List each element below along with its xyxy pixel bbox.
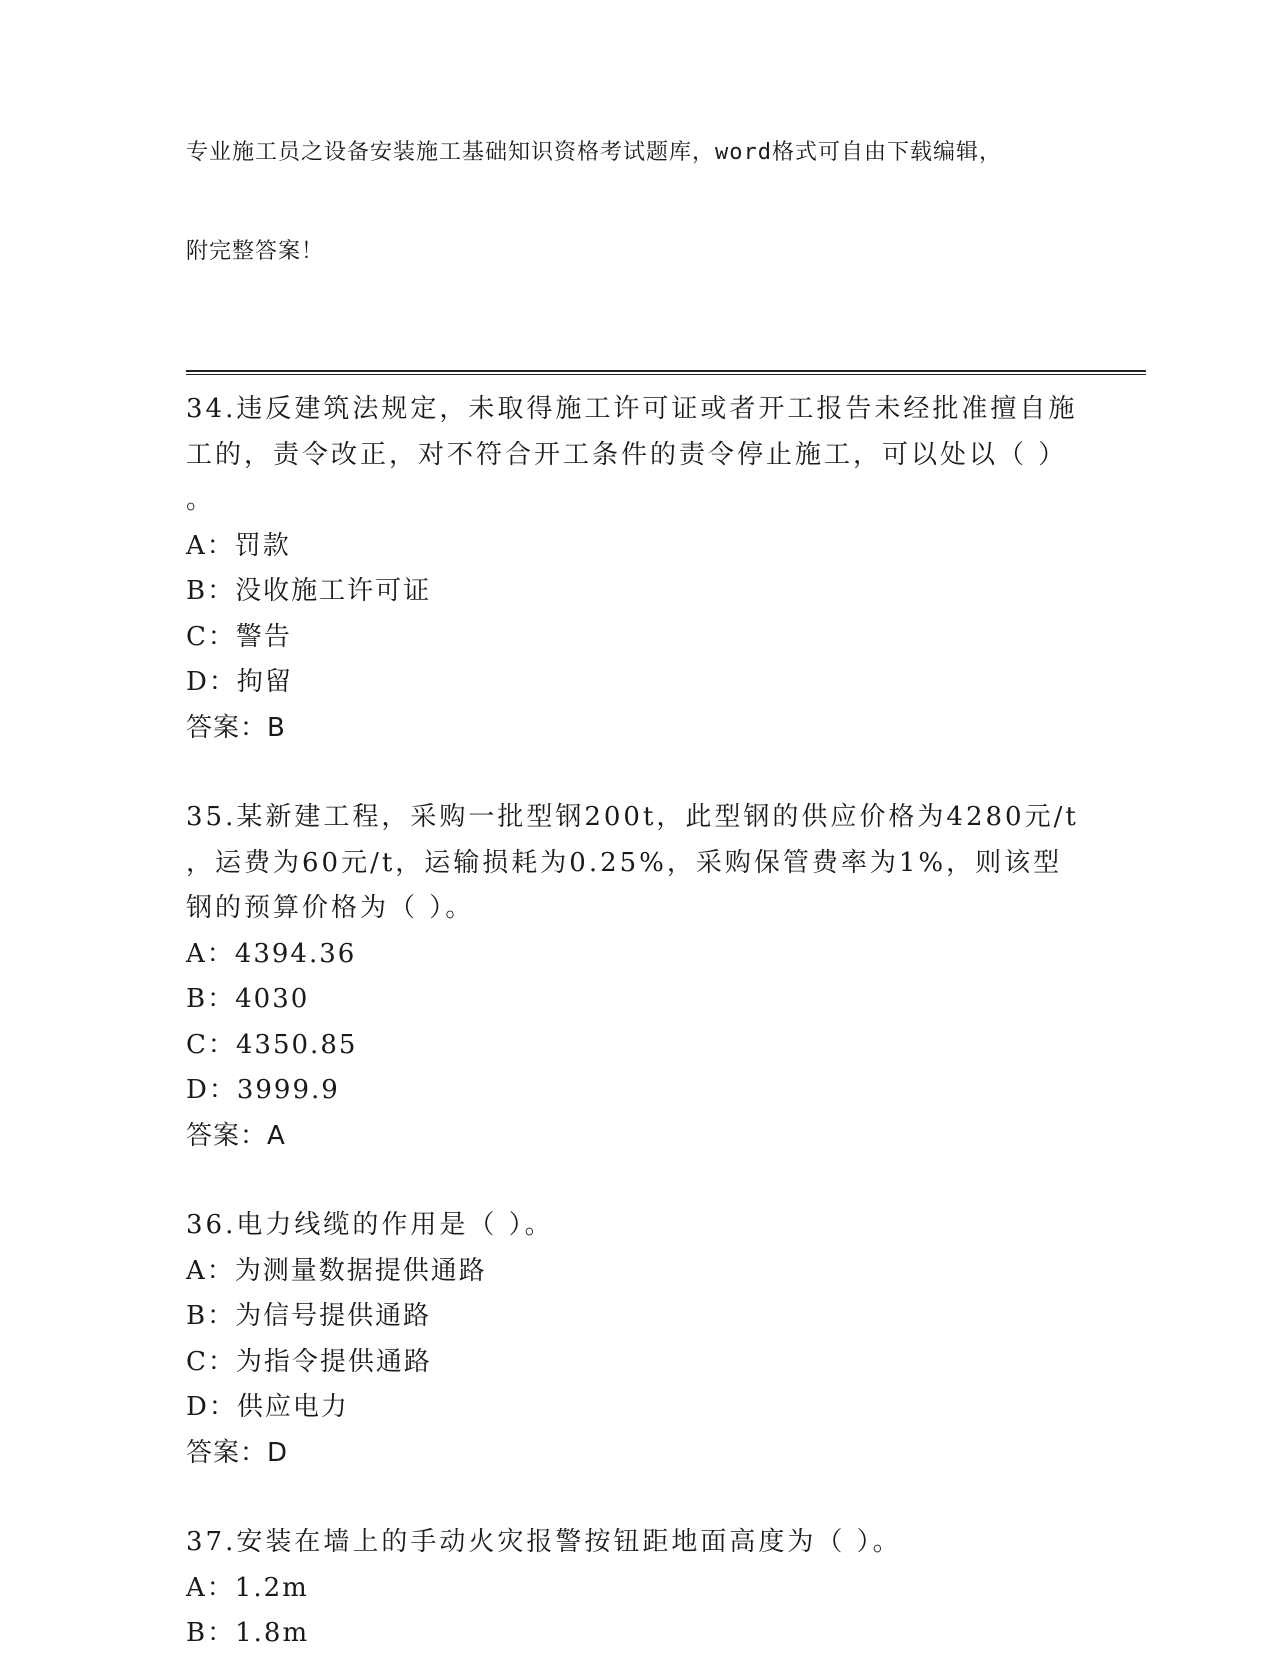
option-c: C：为指令提供通路 xyxy=(186,1346,432,1377)
header-line-1: 专业施工员之设备安装施工基础知识资格考试题库，word格式可自由下载编辑， xyxy=(186,140,1002,165)
document-header xyxy=(186,70,1146,334)
option-a: A：罚款 xyxy=(186,530,291,561)
answer-line: 答案：B xyxy=(186,712,286,743)
question-36 xyxy=(186,1203,1146,1476)
option-b: B：为信号提供通路 xyxy=(186,1301,432,1331)
option-c: C：警告 xyxy=(186,621,292,652)
question-37 xyxy=(186,1520,1146,1657)
option-b: B：没收施工许可证 xyxy=(186,576,432,606)
option-a: A：1.2m xyxy=(186,1572,309,1603)
header-divider xyxy=(186,370,1146,375)
question-34 xyxy=(186,387,1146,751)
question-stem-line: 钢的预算价格为（ ）。 xyxy=(186,893,475,923)
option-d: D：拘留 xyxy=(186,667,293,697)
question-35 xyxy=(186,795,1146,1159)
option-b: B：4030 xyxy=(186,984,310,1014)
question-stem-line: 35.某新建工程，采购一批型钢200t，此型钢的供应价格为4280元/t xyxy=(186,802,1079,832)
option-d: D：3999.9 xyxy=(186,1075,340,1105)
question-stem-line: 37.安装在墙上的手动火灾报警按钮距地面高度为（ ）。 xyxy=(186,1527,902,1557)
option-a: A：4394.36 xyxy=(186,938,357,969)
document-page xyxy=(186,70,1146,1657)
question-stem-line: 36.电力线缆的作用是（ ）。 xyxy=(186,1210,554,1240)
option-b: B：1.8m xyxy=(186,1618,310,1648)
header-line-2: 附完整答案！ xyxy=(186,239,325,264)
question-stem-line: 工的，责令改正，对不符合开工条件的责令停止施工，可以处以（ ） xyxy=(186,439,1068,470)
question-stem-line: 34.违反建筑法规定，未取得施工许可证或者开工报告未经批准擅自施 xyxy=(186,394,1078,424)
option-d: D：供应电力 xyxy=(186,1392,349,1422)
question-stem-line: ，运费为60元/t，运输损耗为0.25%，采购保管费率为1%，则该型 xyxy=(186,847,1063,878)
answer-line: 答案：D xyxy=(186,1437,289,1468)
answer-line: 答案：A xyxy=(186,1120,286,1151)
option-c: C：4350.85 xyxy=(186,1029,358,1060)
option-a: A：为测量数据提供通路 xyxy=(186,1255,487,1286)
question-stem-line: 。 xyxy=(186,485,216,515)
